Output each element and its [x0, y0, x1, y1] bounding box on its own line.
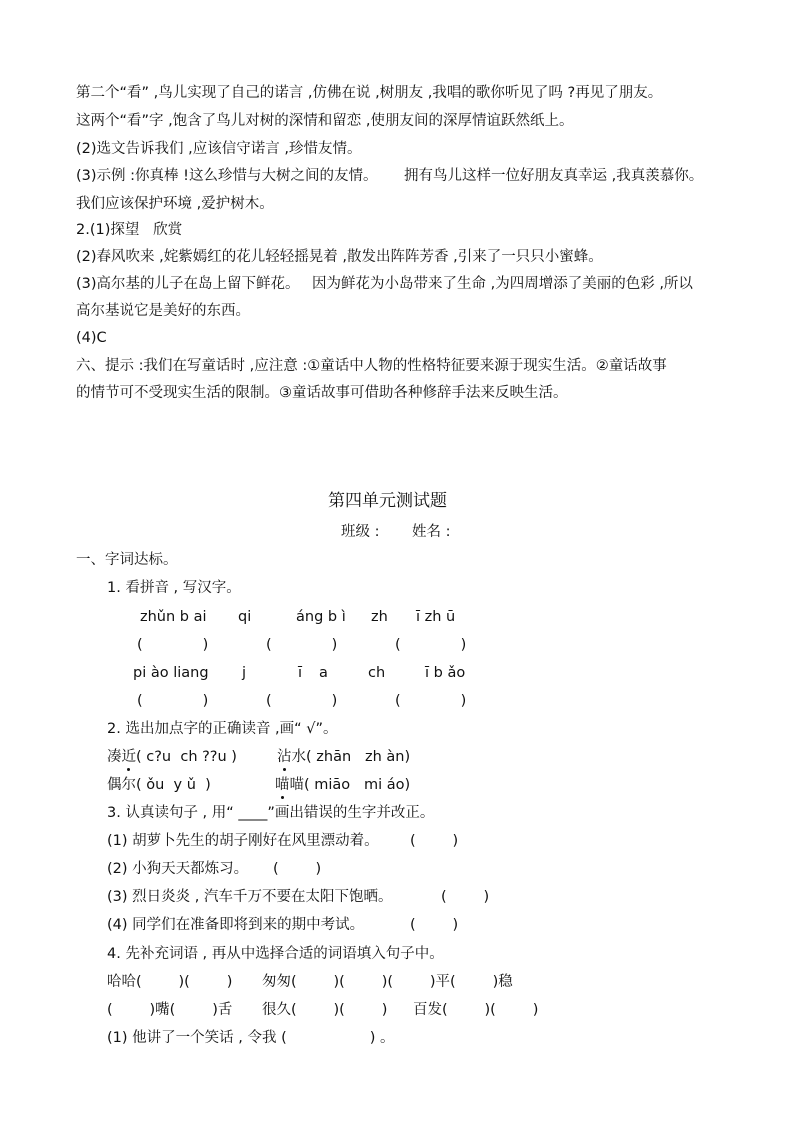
answer-line-7: (2)春风吹来 ,姹紫嫣红的花儿轻轻摇晃着 ,散发出阵阵芳香 ,引来了一只只小蜜蜂。	[76, 249, 603, 265]
answer-line-4a: (3)示例 :你真棒 !这么珍惜与大树之间的友情。	[76, 168, 378, 184]
question-1: 1. 看拼音 , 写汉字。	[107, 580, 241, 596]
answer-blank[interactable]: ( )	[266, 637, 338, 653]
correction-blank[interactable]: ( )	[273, 861, 322, 877]
answer-line-3: (2)选文告诉我们 ,应该信守诺言 ,珍惜友情。	[76, 141, 362, 157]
pinyin-2: qi	[238, 609, 252, 625]
answer-blank[interactable]: ( )	[137, 637, 209, 653]
answer-blank[interactable]: ( )	[395, 637, 467, 653]
answer-line-12: 的情节可不受现实生活的限制。③童话故事可借助各种修辞手法来反映生活。	[76, 385, 568, 401]
word-fill-blank[interactable]: ( )嘴( )舌	[107, 1002, 233, 1018]
word-fill-blank[interactable]: 百发( )( )	[413, 1002, 539, 1018]
class-label: 班级 :	[341, 524, 380, 540]
pinyin-5: ī zh ū	[416, 609, 456, 625]
word-fill-blank[interactable]: 匆匆( )( )( )平( )稳	[262, 974, 513, 990]
sentence-item: (4) 同学们在准备即将到来的期中考试。	[107, 917, 365, 933]
pinyin-6: pi ào liang	[133, 665, 209, 681]
answer-line-8a: (3)高尔基的儿子在岛上留下鲜花。	[76, 276, 300, 292]
sentence-fill-blank[interactable]: (1) 他讲了一个笑话 , 令我 ( ) 。	[107, 1030, 395, 1046]
answer-blank[interactable]: ( )	[395, 693, 467, 709]
reading-choice-options: 喵( miāo mi áo)	[289, 777, 411, 793]
pinyin-11: ī b ǎo	[425, 665, 466, 681]
pinyin-7: j	[242, 665, 247, 681]
word-fill-blank[interactable]: 哈哈( )( )	[107, 974, 233, 990]
pinyin-8: ī	[298, 665, 303, 681]
pinyin-9: a	[319, 665, 328, 681]
pinyin-10: ch	[368, 665, 386, 681]
answer-line-9: 高尔基说它是美好的东西。	[76, 303, 250, 319]
dotted-character: 喵	[275, 777, 290, 793]
sentence-item: (1) 胡萝卜先生的胡子刚好在风里漂动着。	[107, 833, 379, 849]
pinyin-4: zh	[371, 609, 388, 625]
test-title: 第四单元测试题	[328, 491, 447, 511]
answer-line-6: 2.(1)探望 欣赏	[76, 222, 183, 238]
correction-blank[interactable]: ( )	[410, 833, 459, 849]
answer-line-8b: 因为鲜花为小岛带来了生命 ,为四周增添了美丽的色彩 ,所以	[312, 276, 693, 292]
correction-blank[interactable]: ( )	[410, 917, 459, 933]
sentence-item: (2) 小狗天天都炼习。	[107, 861, 249, 877]
question-3: 3. 认真读句子 , 用“ ____”画出错误的生字并改正。	[107, 805, 435, 821]
question-2: 2. 选出加点字的正确读音 ,画“ √”。	[107, 721, 338, 737]
dotted-character: 沾	[277, 749, 292, 765]
correction-blank[interactable]: ( )	[441, 889, 490, 905]
reading-choice-4[interactable]	[275, 776, 410, 794]
reading-choice-2[interactable]	[277, 748, 410, 766]
pinyin-3: áng b ì	[296, 609, 346, 625]
answer-line-5: 我们应该保护环境 ,爱护树木。	[76, 196, 274, 212]
answer-line-4b: 拥有鸟儿这样一位好朋友真幸运 ,我真羡慕你。	[404, 168, 704, 184]
question-4: 4. 先补充词语 , 再从中选择合适的词语填入句子中。	[107, 946, 444, 962]
pinyin-1: zhǔn b ai	[140, 609, 207, 625]
reading-choice-1[interactable]	[107, 748, 237, 766]
answer-line-11: 六、提示 :我们在写童话时 ,应注意 :①童话中人物的性格特征要来源于现实生活。②童话故事	[76, 358, 667, 374]
reading-choice-prefix: 凑	[107, 749, 122, 765]
answer-line-2: 这两个“看”字 ,饱含了鸟儿对树的深情和留恋 ,使朋友间的深厚情谊跃然纸上。	[76, 113, 574, 129]
dotted-character: 近	[121, 749, 136, 765]
name-label: 姓名 :	[412, 524, 451, 540]
word-fill-blank[interactable]: 很久( )( )	[262, 1002, 388, 1018]
answer-blank[interactable]: ( )	[266, 693, 338, 709]
answer-line-10: (4)C	[76, 330, 107, 346]
reading-choice-options: ( c?u ch ??u )	[136, 749, 237, 765]
answer-blank[interactable]: ( )	[137, 693, 209, 709]
reading-choice-options: 水( zhān zh àn)	[291, 749, 411, 765]
section-heading: 一、字词达标。	[76, 552, 178, 568]
reading-choice-3[interactable]: 偶尔( ǒu y ǔ )	[107, 777, 211, 793]
answer-line-1: 第二个“看” ,鸟儿实现了自己的诺言 ,仿佛在说 ,树朋友 ,我唱的歌你听见了吗 ?再见了朋友。	[76, 85, 663, 101]
sentence-item: (3) 烈日炎炎 , 汽车千万不要在太阳下饱晒。	[107, 889, 393, 905]
